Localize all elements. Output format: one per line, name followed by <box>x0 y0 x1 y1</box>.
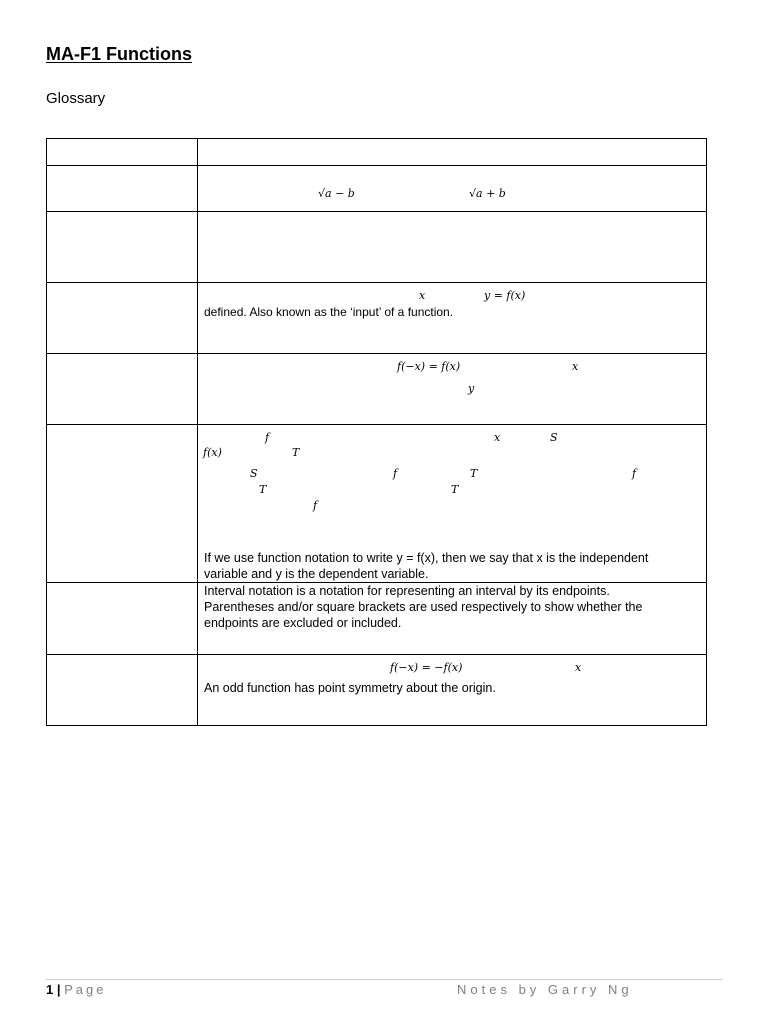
term-cell <box>47 139 198 166</box>
term-cell <box>47 583 198 655</box>
math-expression: x <box>572 360 579 373</box>
math-symbol: T <box>292 446 300 459</box>
definition-cell <box>198 655 707 726</box>
footer-author: Notes by Garry Ng <box>457 982 633 997</box>
definition-cell <box>198 354 707 425</box>
math-symbol: f <box>393 467 398 480</box>
math-symbol: f <box>265 431 270 444</box>
term-cell <box>47 212 198 283</box>
definition-cell <box>198 283 707 354</box>
page-title: MA-F1 Functions <box>46 44 192 64</box>
definition-text: variable and y is the dependent variable. <box>204 567 429 581</box>
math-symbol: f(x) <box>203 446 222 459</box>
section-heading: Glossary <box>46 90 106 107</box>
math-symbol: S <box>250 467 258 480</box>
definition-cell <box>198 166 707 212</box>
math-expression: f(−x) = f(x) <box>397 360 461 373</box>
definition-cell <box>198 139 707 166</box>
math-symbol: f <box>313 499 318 512</box>
table-row <box>47 583 707 655</box>
math-expression: y = f(x) <box>484 289 526 302</box>
math-symbol: T <box>451 483 459 496</box>
math-symbol: T <box>259 483 267 496</box>
definition-text: defined. Also known as the ‘input’ of a function. <box>204 305 454 319</box>
definition-text: Interval notation is a notation for representing an interval by its endpoints. <box>204 584 610 598</box>
math-expression: √a + b <box>469 187 506 200</box>
definition-cell <box>198 212 707 283</box>
page-number-value: 1 <box>46 982 54 997</box>
math-symbol: x <box>494 431 501 444</box>
term-cell <box>47 655 198 726</box>
table-row <box>47 166 707 212</box>
term-cell <box>47 283 198 354</box>
definition-text: If we use function notation to write y = f(x), then we say that x is the independent <box>204 551 649 565</box>
math-symbol: S <box>550 431 558 444</box>
math-expression: √a − b <box>318 187 355 200</box>
math-symbol: T <box>470 467 478 480</box>
table-row <box>47 425 707 583</box>
definition-text: Parentheses and/or square brackets are used respectively to show whether the <box>204 600 643 614</box>
definition-text: endpoints are excluded or included. <box>204 616 402 630</box>
math-expression: x <box>419 289 426 302</box>
term-cell <box>47 354 198 425</box>
table-row <box>47 212 707 283</box>
math-expression: x <box>575 661 582 674</box>
table-row <box>47 283 707 354</box>
definition-cell <box>198 425 707 583</box>
page-label: Page <box>64 982 107 997</box>
math-symbol: f <box>632 467 637 480</box>
math-expression: f(−x) = −f(x) <box>390 661 463 674</box>
term-cell <box>47 425 198 583</box>
page-number <box>46 982 107 997</box>
table-row <box>47 655 707 726</box>
table-row <box>47 354 707 425</box>
term-cell <box>47 166 198 212</box>
page-separator: | <box>56 982 61 997</box>
definition-text: An odd function has point symmetry about the origin. <box>204 681 496 695</box>
math-expression: y <box>468 382 475 395</box>
glossary-table <box>46 138 707 726</box>
table-row <box>47 139 707 166</box>
definition-cell <box>198 583 707 655</box>
footer-divider <box>46 979 723 980</box>
